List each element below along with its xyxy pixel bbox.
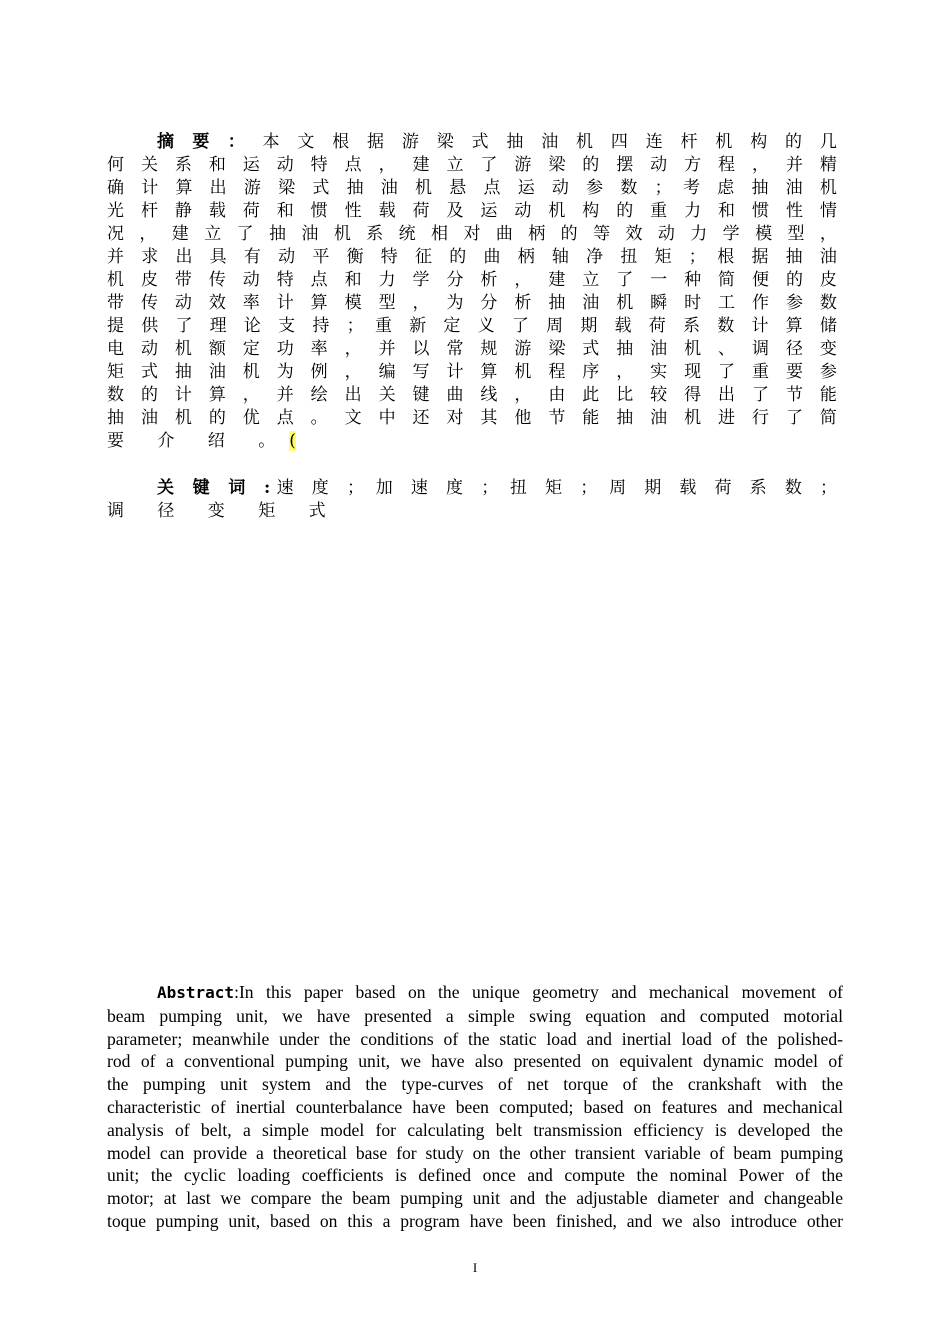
chinese-abstract-line-1 <box>107 131 837 154</box>
english-abstract-line-6: characteristic of inertial counterbalance have been computed; based on features and mechanical <box>107 1096 843 1117</box>
chinese-abstract-line-9: 提 供 了 理 论 支 持 ； 重 新 定 义 了 周 期 载 荷 系 数 计 算 储 <box>107 316 837 336</box>
keywords-line-1 <box>107 477 837 500</box>
english-abstract-label: Abstract <box>157 983 235 1002</box>
english-abstract-line-9: unit; the cyclic loading coefficients is defined once and compute the nominal Power of the <box>107 1165 843 1186</box>
chinese-abstract-line-7: 机 皮 带 传 动 特 点 和 力 学 分 析 ， 建 立 了 一 种 简 便 的 皮 <box>107 270 837 290</box>
chinese-abstract-line-8: 带 传 动 效 率 计 算 模 型 ， 为 分 析 抽 油 机 瞬 时 工 作 参 数 <box>107 293 837 313</box>
highlight-mark: ( <box>289 431 296 451</box>
chinese-keywords <box>107 477 837 523</box>
english-abstract-line-11: toque pumping unit, based on this a program have been finished, and we also introduce other <box>107 1210 843 1231</box>
english-abstract-line-5: the pumping unit system and the type-curves of net torque of the crankshaft with the <box>107 1074 843 1095</box>
chinese-abstract-line-3: 确 计 算 出 游 梁 式 抽 油 机 悬 点 运 动 参 数 ； 考 虑 抽 油 机 <box>107 178 837 198</box>
english-abstract-line-3: parameter; meanwhile under the conditions of the static load and inertial load of the polished- <box>107 1028 843 1049</box>
chinese-abstract-line-13: 抽 油 机 的 优 点 。 文 中 还 对 其 他 节 能 抽 油 机 进 行 了 简 <box>107 408 837 428</box>
keywords-label: 关 键 词 : <box>157 478 271 498</box>
chinese-abstract-line-6: 并 求 出 具 有 动 平 衡 特 征 的 曲 柄 轴 净 扭 矩 ； 根 据 抽 油 <box>107 247 837 267</box>
english-abstract-text-1: :In this paper based on the unique geometry and mechanical movement of <box>234 982 843 1002</box>
english-abstract <box>107 981 843 1233</box>
chinese-abstract-line-12: 数 的 计 算 ， 并 绘 出 关 键 曲 线 ， 由 此 比 较 得 出 了 节 能 <box>107 385 837 405</box>
chinese-abstract-line-14 <box>107 430 837 453</box>
chinese-abstract-line-10: 电 动 机 额 定 功 率 ， 并 以 常 规 游 梁 式 抽 油 机 、 调 径 变 <box>107 339 837 359</box>
chinese-abstract-line-5: 况 ， 建 立 了 抽 油 机 系 统 相 对 曲 柄 的 等 效 动 力 学 模 型 ， <box>107 224 837 244</box>
keywords-text-1: 速 度 ； 加 速 度 ； 扭 矩 ； 周 期 载 荷 系 数 ； <box>270 478 837 498</box>
english-abstract-line-4: rod of a conventional pumping unit, we have also presented on equivalent dynamic model of <box>107 1051 843 1072</box>
english-abstract-line-8: model can provide a theoretical base for study on the other transient variable of beam pumping <box>107 1142 843 1163</box>
chinese-abstract-last-text: 要 介 绍 。 <box>107 431 290 451</box>
chinese-abstract-text: 本 文 根 据 游 梁 式 抽 油 机 四 连 杆 机 构 的 几 <box>262 132 837 152</box>
chinese-abstract-line-2: 何 关 系 和 运 动 特 点 ， 建 立 了 游 梁 的 摆 动 方 程 ， 并 精 <box>107 155 837 175</box>
chinese-abstract <box>107 131 837 453</box>
chinese-abstract-line-11: 矩 式 抽 油 机 为 例 ， 编 写 计 算 机 程 序 ， 实 现 了 重 要 参 <box>107 362 837 382</box>
page-number: I <box>472 1260 478 1275</box>
chinese-abstract-line-4: 光 杆 静 载 荷 和 惯 性 载 荷 及 运 动 机 构 的 重 力 和 惯 性 情 <box>107 201 837 221</box>
english-abstract-line-7: analysis of belt, a simple model for calculating belt transmission efficiency is developed the <box>107 1119 843 1140</box>
keywords-line-2 <box>107 500 837 523</box>
keywords-text-2: 调 径 变 矩 式 <box>107 501 340 521</box>
english-abstract-line-10: motor; at last we compare the beam pumping unit and the adjustable diameter and changeable <box>107 1188 843 1209</box>
english-abstract-line-1 <box>107 981 843 1005</box>
chinese-abstract-label: 摘 要 ： <box>157 132 251 152</box>
english-abstract-line-2: beam pumping unit, we have presented a simple swing equation and computed motorial <box>107 1005 843 1026</box>
